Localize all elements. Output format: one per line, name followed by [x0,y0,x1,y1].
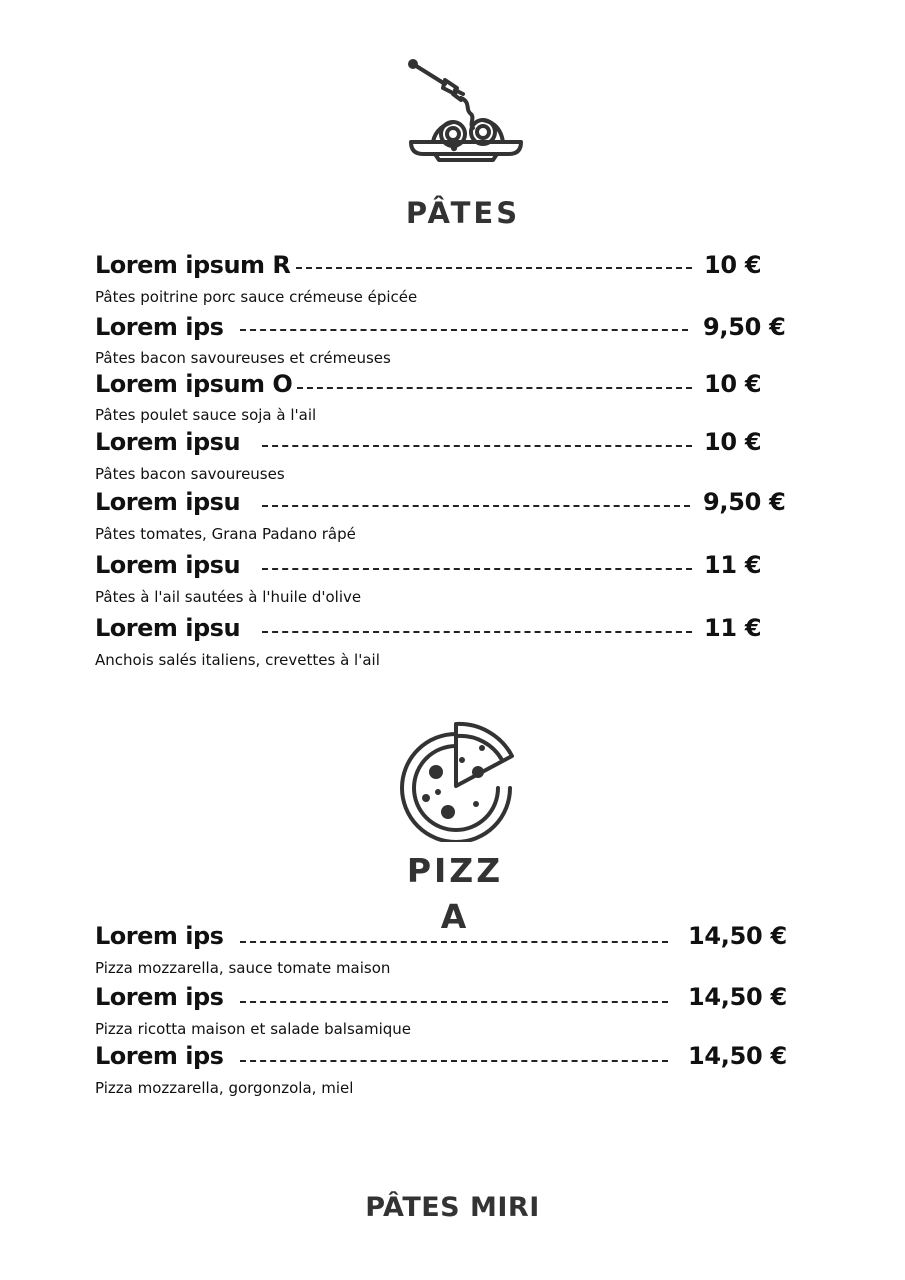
menu-item-price: 10 € [704,428,762,456]
menu-item-name: Lorem ipsu [95,488,241,516]
menu-item-name: Lorem ips [95,313,224,341]
menu-item-price: 11 € [704,551,762,579]
pizza-section-title [355,848,555,940]
menu-item-price: 14,50 € [688,1042,787,1070]
menu-item-description: Pizza mozzarella, gorgonzola, miel [95,1079,354,1097]
menu-item-description: Pâtes poulet sauce soja à l'ail [95,406,317,424]
dotted-leader [240,1001,668,1003]
menu-item-name: Lorem ips [95,1042,224,1070]
dotted-leader [262,445,692,447]
menu-item-name: Lorem ipsum R [95,251,291,279]
dotted-leader [240,329,688,331]
dotted-leader [296,267,692,269]
menu-item-description: Pâtes à l'ail sautées à l'huile d'olive [95,588,362,606]
menu-item-price: 10 € [704,370,762,398]
menu-item-name: Lorem ipsu [95,428,241,456]
menu-item-description: Pâtes bacon savoureuses et crémeuses [95,349,391,367]
menu-item-price: 9,50 € [703,488,786,516]
pasta-plate-icon [405,58,527,168]
menu-item-price: 14,50 € [688,983,787,1011]
menu-item-name: Lorem ipsu [95,614,241,642]
next-section-title: PÂTES MIRI [365,1192,540,1223]
menu-item-description: Pizza mozzarella, sauce tomate maison [95,959,391,977]
menu-item-name: Lorem ips [95,922,224,950]
menu-item-name: Lorem ips [95,983,224,1011]
dotted-leader [297,387,692,389]
dotted-leader [262,568,692,570]
pizza-title-line2: A [440,897,470,936]
pates-section-title: PÂTES [405,196,521,230]
menu-item-description: Anchois salés italiens, crevettes à l'ail [95,651,380,669]
menu-item-price: 9,50 € [703,313,786,341]
menu-item-name: Lorem ipsum O [95,370,293,398]
menu-item-description: Pâtes poitrine porc sauce crémeuse épicée [95,288,418,306]
menu-item-price: 11 € [704,614,762,642]
menu-item-description: Pâtes bacon savoureuses [95,465,285,483]
dotted-leader [262,631,692,633]
menu-item-name: Lorem ipsu [95,551,241,579]
menu-item-description: Pâtes tomates, Grana Padano râpé [95,525,356,543]
dotted-leader [262,505,690,507]
pizza-icon [398,720,516,842]
menu-item-description: Pizza ricotta maison et salade balsamique [95,1020,411,1038]
menu-item-price: 14,50 € [688,922,787,950]
dotted-leader [240,1060,668,1062]
dotted-leader [240,941,668,943]
pizza-title-line1: PIZZ [406,851,504,890]
menu-item-price: 10 € [704,251,762,279]
